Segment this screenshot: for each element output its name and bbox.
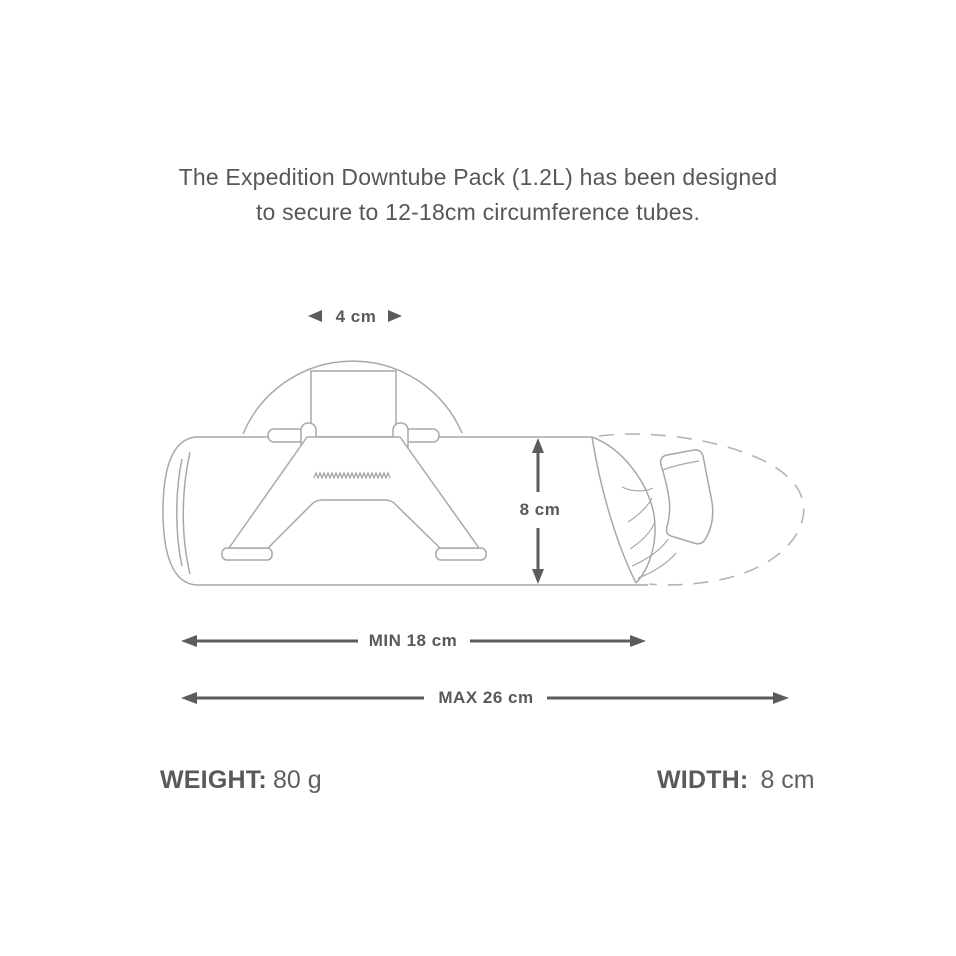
top-strap-panel	[311, 371, 396, 437]
spec-width	[657, 766, 815, 795]
arrowhead-right-4cm	[388, 310, 402, 322]
width-value: 8 cm	[760, 766, 815, 794]
dimension-label-strap-width: 4 cm	[335, 307, 377, 326]
weight-value: 80 g	[272, 766, 322, 794]
dimension-label-min-length: MIN 18 cm	[368, 631, 458, 650]
product-description-line1: The Expedition Downtube Pack (1.2L) has been designed	[178, 164, 778, 190]
closure-buckle	[661, 450, 713, 544]
harness-feet	[222, 548, 486, 560]
width-label: WIDTH:	[657, 766, 749, 794]
arrowhead-left-4cm	[308, 310, 322, 322]
dimension-label-max-length: MAX 26 cm	[438, 688, 534, 707]
weight-label: WEIGHT:	[160, 766, 267, 794]
product-description-line2: to secure to 12-18cm circumference tubes.	[255, 199, 701, 225]
harness-cradle	[229, 437, 479, 548]
spec-weight	[160, 766, 322, 795]
dimension-label-height: 8 cm	[519, 500, 561, 519]
